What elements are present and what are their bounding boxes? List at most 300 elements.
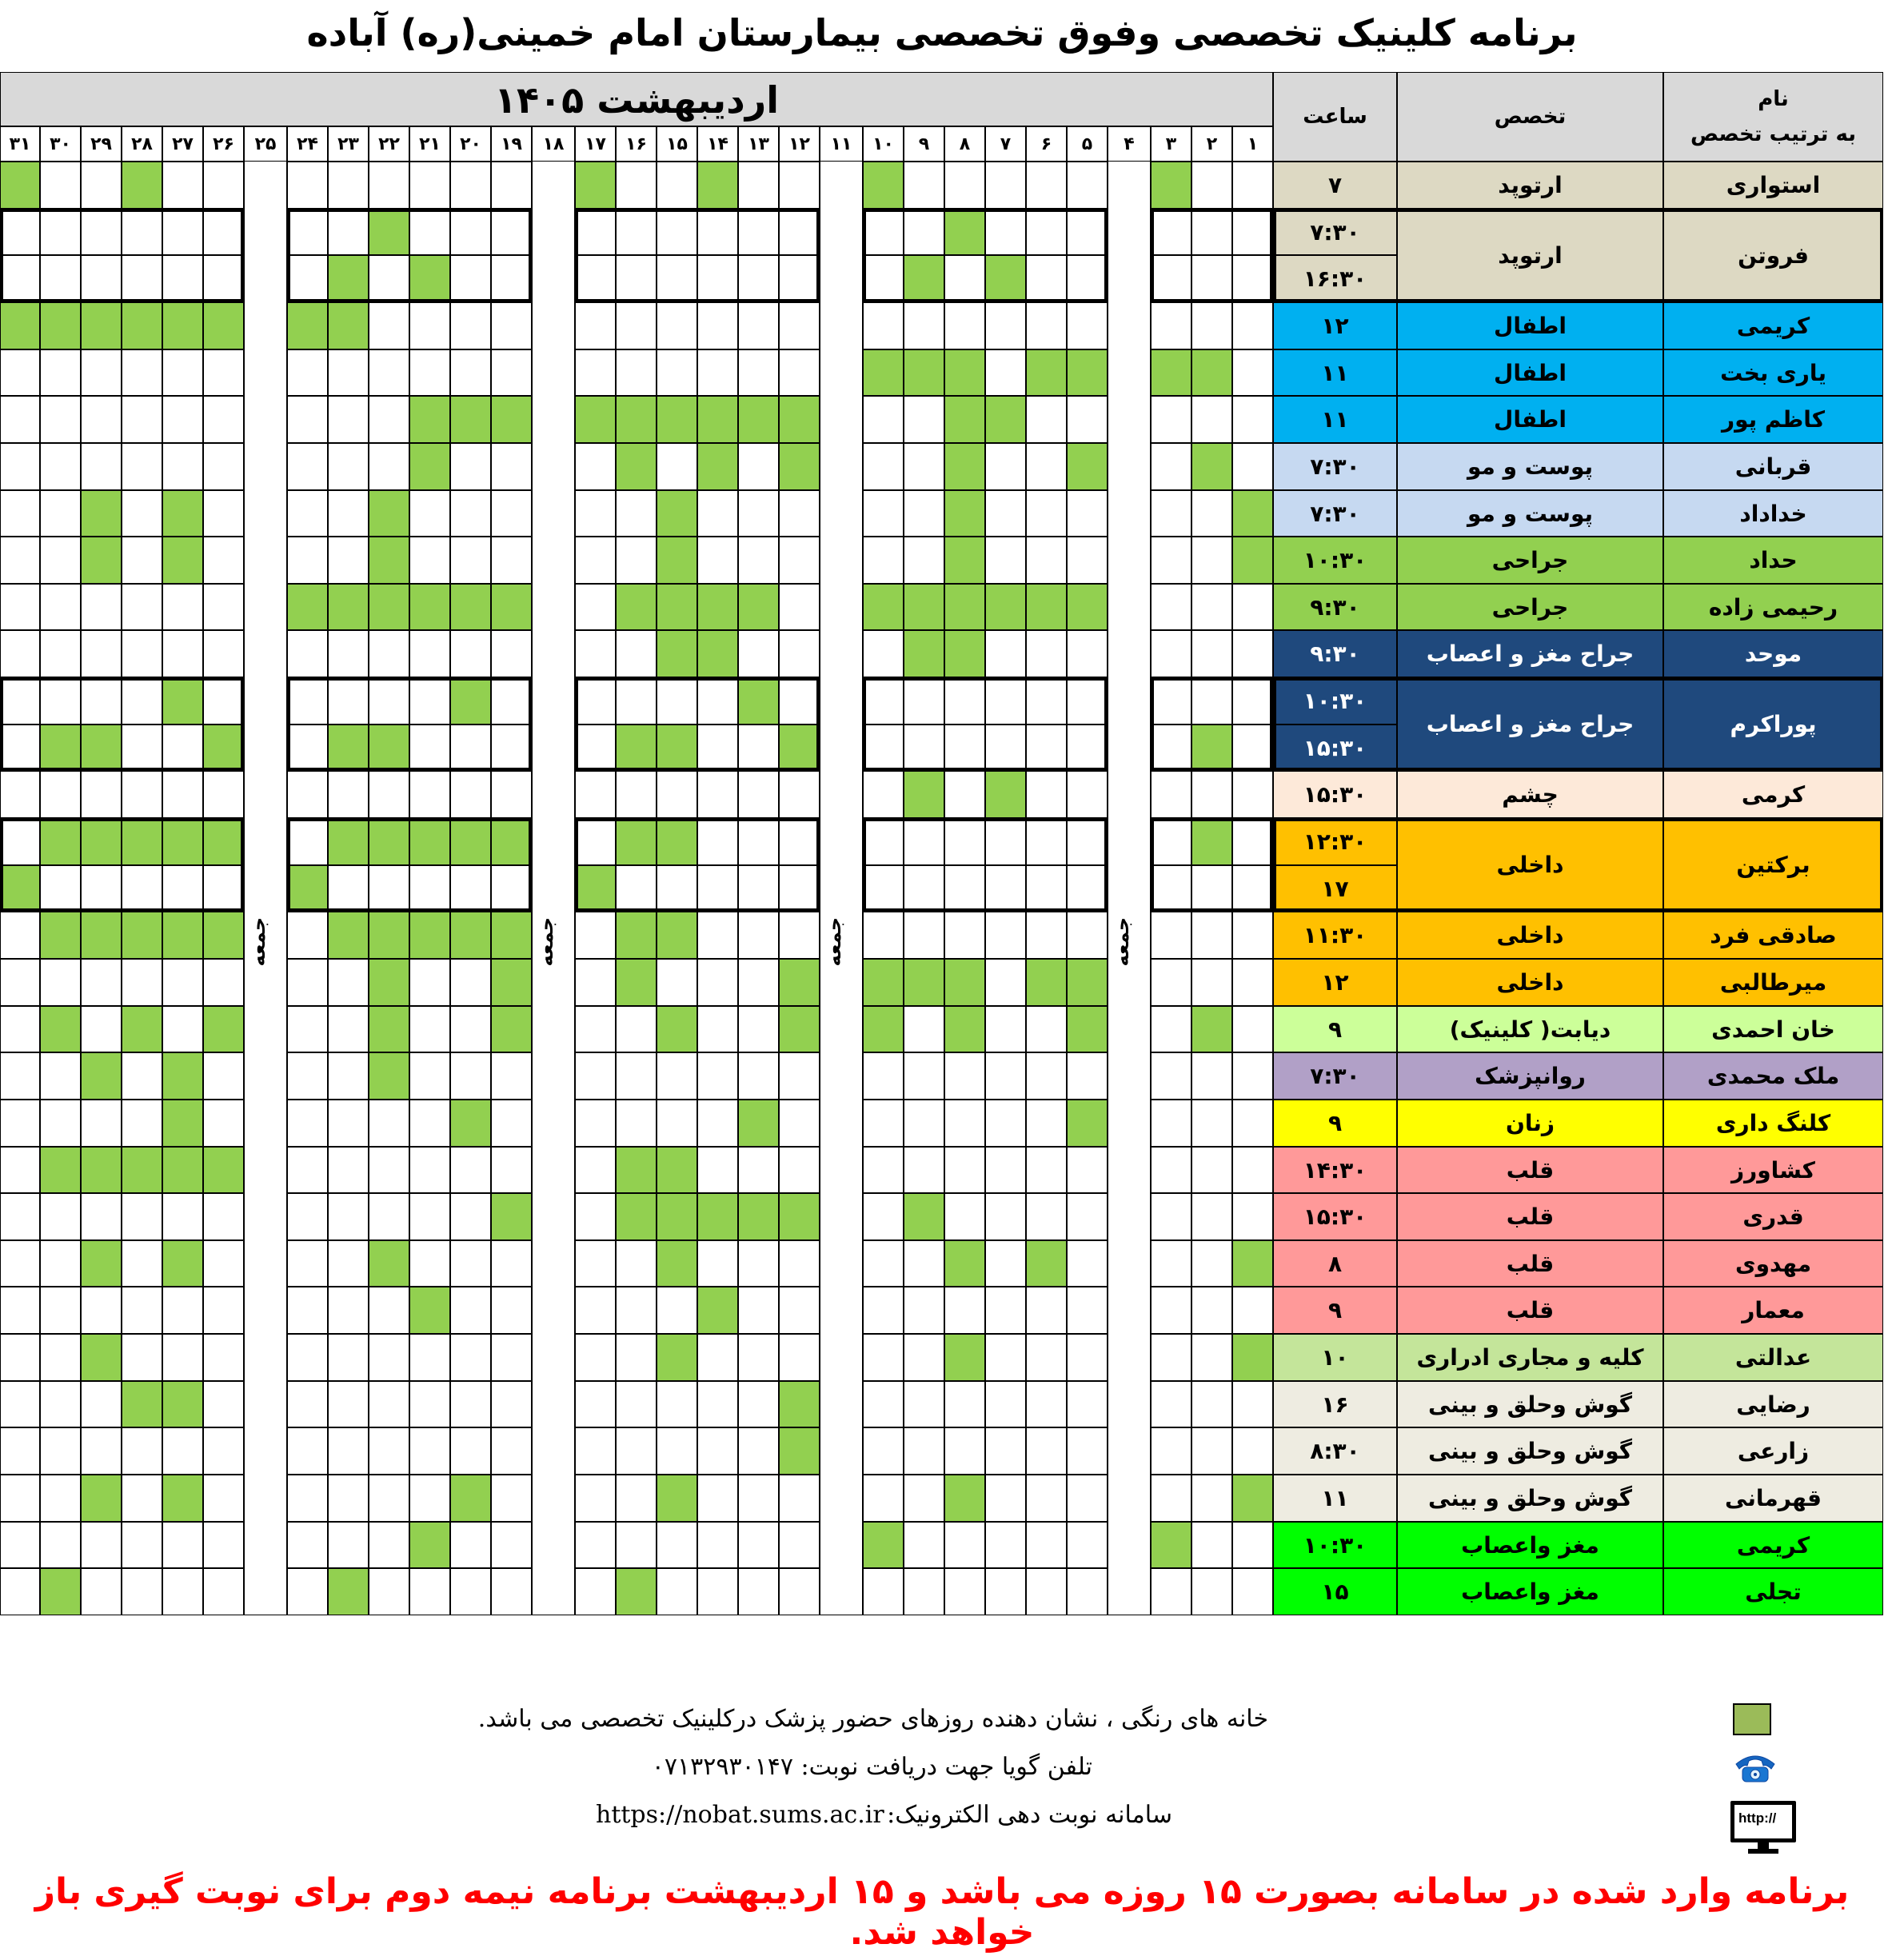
day-cell <box>1151 630 1191 677</box>
day-cell <box>779 912 820 959</box>
day-cell <box>985 630 1026 677</box>
day-cell <box>203 1193 244 1240</box>
day-cell <box>162 725 203 771</box>
day-cell <box>40 349 81 396</box>
day-cell <box>863 725 904 771</box>
day-cell <box>1067 255 1108 302</box>
doctor-name: پوراکرم <box>1663 677 1883 771</box>
day-cell <box>697 255 738 302</box>
day-cell <box>491 162 532 209</box>
day-cell <box>287 1240 328 1287</box>
day-cell <box>904 677 944 725</box>
day-cell <box>409 771 450 818</box>
day-cell <box>904 209 944 255</box>
day-cell <box>697 725 738 771</box>
name-header <box>1663 72 1883 162</box>
day-cell <box>409 349 450 396</box>
day-cell <box>328 677 369 725</box>
doctor-name: کاظم پور <box>1663 396 1883 443</box>
day-cell <box>40 302 81 349</box>
day-cell <box>122 1100 162 1147</box>
clinic-time: ۹ <box>1273 1287 1397 1334</box>
doctor-specialty: قلب <box>1397 1147 1663 1193</box>
day-cell <box>575 1475 616 1522</box>
day-cell <box>1151 349 1191 396</box>
day-cell <box>779 1193 820 1240</box>
day-cell <box>616 677 657 725</box>
doctor-specialty: روانپزشک <box>1397 1052 1663 1100</box>
day-number: ۱۶ <box>616 126 657 162</box>
day-cell <box>81 1287 122 1334</box>
day-cell <box>409 443 450 490</box>
day-cell <box>944 584 985 630</box>
day-cell <box>162 1193 203 1240</box>
day-cell <box>944 1381 985 1427</box>
day-cell <box>1151 1427 1191 1475</box>
day-cell <box>491 349 532 396</box>
day-cell <box>1067 1193 1108 1240</box>
day-cell <box>1067 537 1108 584</box>
day-cell <box>328 1147 369 1193</box>
day-cell <box>450 1193 491 1240</box>
clinic-time: ۱۶ <box>1273 1381 1397 1427</box>
day-cell <box>657 1475 697 1522</box>
day-cell <box>1067 1334 1108 1381</box>
friday-label: جمعه <box>1111 917 1133 967</box>
day-cell <box>657 1427 697 1475</box>
day-cell <box>81 1100 122 1147</box>
doctor-name: برکتین <box>1663 818 1883 912</box>
day-cell <box>863 1427 904 1475</box>
day-cell <box>81 1240 122 1287</box>
day-cell <box>1232 1568 1273 1615</box>
clinic-time: ۹:۳۰ <box>1273 584 1397 630</box>
day-cell <box>162 209 203 255</box>
day-cell <box>697 677 738 725</box>
day-cell <box>863 912 904 959</box>
day-cell <box>369 1427 409 1475</box>
day-cell <box>779 1381 820 1427</box>
day-cell <box>450 162 491 209</box>
day-cell <box>203 959 244 1006</box>
day-cell <box>40 255 81 302</box>
doctor-specialty: دیابت( کلینیک) <box>1397 1006 1663 1052</box>
day-cell <box>1232 1427 1273 1475</box>
day-cell <box>944 443 985 490</box>
day-cell <box>122 1475 162 1522</box>
day-cell <box>1191 630 1232 677</box>
day-cell <box>904 443 944 490</box>
day-cell <box>985 490 1026 537</box>
day-cell <box>162 162 203 209</box>
friday-label: جمعه <box>535 917 557 967</box>
day-cell <box>450 1006 491 1052</box>
day-cell <box>779 1427 820 1475</box>
day-cell <box>409 1240 450 1287</box>
day-cell <box>81 818 122 865</box>
doctor-specialty: اطفال <box>1397 302 1663 349</box>
day-number: ۲ <box>1191 126 1232 162</box>
day-cell <box>738 537 779 584</box>
day-cell <box>1191 584 1232 630</box>
day-cell <box>904 959 944 1006</box>
day-cell <box>863 630 904 677</box>
day-cell <box>328 443 369 490</box>
day-cell <box>491 1475 532 1522</box>
day-cell <box>40 1006 81 1052</box>
day-cell <box>616 1427 657 1475</box>
day-cell <box>287 912 328 959</box>
day-cell <box>287 162 328 209</box>
day-cell <box>81 349 122 396</box>
day-number: ۱۹ <box>491 126 532 162</box>
day-cell <box>203 1568 244 1615</box>
day-cell <box>81 1568 122 1615</box>
day-cell <box>1151 1240 1191 1287</box>
day-cell <box>328 1522 369 1568</box>
day-cell <box>779 1475 820 1522</box>
day-cell <box>575 302 616 349</box>
day-cell <box>328 584 369 630</box>
day-cell <box>1191 209 1232 255</box>
day-cell <box>616 630 657 677</box>
name-header-label: نام <box>1758 87 1789 111</box>
day-cell <box>738 1568 779 1615</box>
day-cell <box>203 209 244 255</box>
day-cell <box>40 1287 81 1334</box>
day-cell <box>1026 490 1067 537</box>
day-cell <box>863 677 904 725</box>
day-cell <box>1067 443 1108 490</box>
clinic-time: ۱۱:۳۰ <box>1273 912 1397 959</box>
day-cell <box>203 1381 244 1427</box>
day-cell <box>0 1193 40 1240</box>
day-cell <box>369 1381 409 1427</box>
day-cell <box>616 490 657 537</box>
day-cell <box>409 1006 450 1052</box>
day-cell <box>491 1193 532 1240</box>
friday-label: جمعه <box>247 917 269 967</box>
day-cell <box>491 1568 532 1615</box>
day-cell <box>450 912 491 959</box>
day-cell <box>369 818 409 865</box>
day-cell <box>203 771 244 818</box>
day-cell <box>1191 725 1232 771</box>
day-cell <box>1191 537 1232 584</box>
doctor-name: مهدوی <box>1663 1240 1883 1287</box>
day-cell <box>1067 1052 1108 1100</box>
doctor-name: استواری <box>1663 162 1883 209</box>
day-cell <box>409 1334 450 1381</box>
day-cell <box>369 443 409 490</box>
day-cell <box>203 912 244 959</box>
day-cell <box>81 865 122 912</box>
day-cell <box>985 1193 1026 1240</box>
day-number: ۲۹ <box>81 126 122 162</box>
day-cell <box>162 537 203 584</box>
day-cell <box>162 1052 203 1100</box>
day-cell <box>1191 818 1232 865</box>
day-cell <box>944 865 985 912</box>
day-cell <box>1067 349 1108 396</box>
day-cell <box>122 1193 162 1240</box>
day-cell <box>1232 1334 1273 1381</box>
day-cell <box>657 959 697 1006</box>
day-cell <box>1151 302 1191 349</box>
day-cell <box>616 396 657 443</box>
friday-column <box>1108 162 1151 1615</box>
day-cell <box>779 1240 820 1287</box>
day-cell <box>1026 1147 1067 1193</box>
day-cell <box>287 1427 328 1475</box>
day-cell <box>1151 255 1191 302</box>
day-cell <box>738 630 779 677</box>
day-cell <box>122 396 162 443</box>
day-cell <box>697 490 738 537</box>
day-cell <box>1067 490 1108 537</box>
clinic-time: ۱۱ <box>1273 396 1397 443</box>
day-cell <box>40 1052 81 1100</box>
day-cell <box>369 302 409 349</box>
day-cell <box>575 255 616 302</box>
day-cell <box>1232 1147 1273 1193</box>
day-cell <box>657 1147 697 1193</box>
day-cell <box>779 1287 820 1334</box>
day-cell <box>1026 255 1067 302</box>
day-cell <box>657 584 697 630</box>
day-cell <box>0 959 40 1006</box>
doctor-name: قدری <box>1663 1193 1883 1240</box>
day-cell <box>1191 1568 1232 1615</box>
day-cell <box>81 630 122 677</box>
day-cell <box>287 255 328 302</box>
day-cell <box>1232 396 1273 443</box>
day-cell <box>657 1287 697 1334</box>
day-cell <box>491 537 532 584</box>
doctor-name: خان احمدی <box>1663 1006 1883 1052</box>
day-cell <box>616 1287 657 1334</box>
day-cell <box>1232 1100 1273 1147</box>
day-cell <box>491 1006 532 1052</box>
monitor-icon <box>1727 1799 1799 1855</box>
day-cell <box>122 1240 162 1287</box>
day-cell <box>287 1522 328 1568</box>
day-cell <box>162 302 203 349</box>
day-cell <box>122 349 162 396</box>
clinic-time: ۱۵:۳۰ <box>1273 771 1397 818</box>
day-cell <box>409 818 450 865</box>
day-cell <box>1026 1568 1067 1615</box>
day-cell <box>1067 818 1108 865</box>
day-cell <box>657 771 697 818</box>
day-cell <box>863 1193 904 1240</box>
day-cell <box>1151 959 1191 1006</box>
day-cell <box>450 1334 491 1381</box>
day-cell <box>697 1100 738 1147</box>
day-cell <box>1026 1100 1067 1147</box>
day-cell <box>450 537 491 584</box>
day-cell <box>616 1381 657 1427</box>
day-cell <box>616 584 657 630</box>
day-cell <box>616 162 657 209</box>
day-cell <box>575 1381 616 1427</box>
day-cell <box>40 865 81 912</box>
day-cell <box>1191 1334 1232 1381</box>
day-cell <box>450 490 491 537</box>
day-cell <box>0 209 40 255</box>
day-cell <box>657 349 697 396</box>
day-cell <box>491 771 532 818</box>
day-cell <box>450 396 491 443</box>
day-cell <box>904 1381 944 1427</box>
clinic-time: ۷ <box>1273 162 1397 209</box>
day-cell <box>491 1427 532 1475</box>
day-cell <box>863 209 904 255</box>
day-cell <box>122 443 162 490</box>
day-cell <box>657 1006 697 1052</box>
day-cell <box>287 1052 328 1100</box>
day-cell <box>863 959 904 1006</box>
day-cell <box>369 396 409 443</box>
day-cell <box>0 1240 40 1287</box>
day-cell <box>738 349 779 396</box>
day-cell <box>287 1334 328 1381</box>
day-cell <box>328 865 369 912</box>
day-cell <box>575 443 616 490</box>
day-cell <box>409 959 450 1006</box>
doctor-name: رضایی <box>1663 1381 1883 1427</box>
day-number: ۱۲ <box>779 126 820 162</box>
clinic-time: ۱۲ <box>1273 302 1397 349</box>
doctor-name: صادقی فرد <box>1663 912 1883 959</box>
day-cell <box>1232 537 1273 584</box>
day-cell <box>409 209 450 255</box>
day-number: ۵ <box>1067 126 1108 162</box>
doctor-specialty: اطفال <box>1397 349 1663 396</box>
day-cell <box>287 302 328 349</box>
day-cell <box>1067 912 1108 959</box>
day-cell <box>1191 1100 1232 1147</box>
day-cell <box>491 490 532 537</box>
day-cell <box>697 1193 738 1240</box>
day-cell <box>738 1100 779 1147</box>
day-cell <box>738 1052 779 1100</box>
day-cell <box>738 677 779 725</box>
day-cell <box>657 912 697 959</box>
day-cell <box>985 584 1026 630</box>
day-cell <box>81 1334 122 1381</box>
day-cell <box>575 818 616 865</box>
day-cell <box>575 1100 616 1147</box>
day-cell <box>697 349 738 396</box>
day-cell <box>1191 865 1232 912</box>
day-cell <box>904 396 944 443</box>
day-cell <box>287 959 328 1006</box>
day-cell <box>162 1100 203 1147</box>
day-cell <box>369 1006 409 1052</box>
day-cell <box>409 255 450 302</box>
day-cell <box>1191 677 1232 725</box>
day-cell <box>575 1193 616 1240</box>
day-cell <box>409 1100 450 1147</box>
day-cell <box>203 1334 244 1381</box>
day-cell <box>1151 865 1191 912</box>
day-cell <box>81 677 122 725</box>
doctor-name: میرطالبی <box>1663 959 1883 1006</box>
day-cell <box>0 490 40 537</box>
day-cell <box>738 1522 779 1568</box>
day-cell <box>122 537 162 584</box>
day-cell <box>369 209 409 255</box>
day-cell <box>81 771 122 818</box>
day-cell <box>81 1381 122 1427</box>
day-cell <box>985 1381 1026 1427</box>
day-cell <box>1067 1568 1108 1615</box>
day-cell <box>287 1475 328 1522</box>
doctor-name: ملک محمدی <box>1663 1052 1883 1100</box>
day-cell <box>779 396 820 443</box>
day-cell <box>1191 1427 1232 1475</box>
day-cell <box>616 443 657 490</box>
clinic-time: ۹ <box>1273 1006 1397 1052</box>
day-cell <box>450 1240 491 1287</box>
day-cell <box>1067 1287 1108 1334</box>
day-cell <box>944 537 985 584</box>
day-cell <box>369 490 409 537</box>
day-cell <box>122 1006 162 1052</box>
day-cell <box>1026 443 1067 490</box>
day-cell <box>779 490 820 537</box>
day-cell <box>0 865 40 912</box>
day-cell <box>409 490 450 537</box>
day-cell <box>1026 912 1067 959</box>
day-cell <box>162 1006 203 1052</box>
day-cell <box>203 443 244 490</box>
day-cell <box>328 1334 369 1381</box>
day-cell <box>1151 537 1191 584</box>
day-cell <box>409 537 450 584</box>
day-cell <box>40 162 81 209</box>
day-cell <box>616 912 657 959</box>
clinic-time: ۱۰:۳۰ <box>1273 537 1397 584</box>
day-cell <box>162 912 203 959</box>
clinic-time: ۱۴:۳۰ <box>1273 1147 1397 1193</box>
day-cell <box>122 1568 162 1615</box>
online-booking-link[interactable]: https://nobat.sums.ac.ir <box>596 1801 884 1829</box>
day-cell <box>203 1100 244 1147</box>
day-cell <box>328 1568 369 1615</box>
phone-icon <box>1731 1750 1779 1785</box>
day-cell <box>450 1287 491 1334</box>
day-cell <box>944 1006 985 1052</box>
day-cell <box>575 1006 616 1052</box>
day-cell <box>738 209 779 255</box>
day-cell <box>203 865 244 912</box>
clinic-time: ۱۵ <box>1273 1568 1397 1615</box>
day-cell <box>657 1522 697 1568</box>
day-cell <box>738 1006 779 1052</box>
day-cell <box>1151 1147 1191 1193</box>
day-cell <box>81 162 122 209</box>
day-cell <box>863 255 904 302</box>
day-cell <box>287 1147 328 1193</box>
day-cell <box>122 912 162 959</box>
day-cell <box>1232 209 1273 255</box>
day-cell <box>697 1427 738 1475</box>
day-cell <box>81 490 122 537</box>
day-cell <box>450 865 491 912</box>
day-cell <box>491 1147 532 1193</box>
